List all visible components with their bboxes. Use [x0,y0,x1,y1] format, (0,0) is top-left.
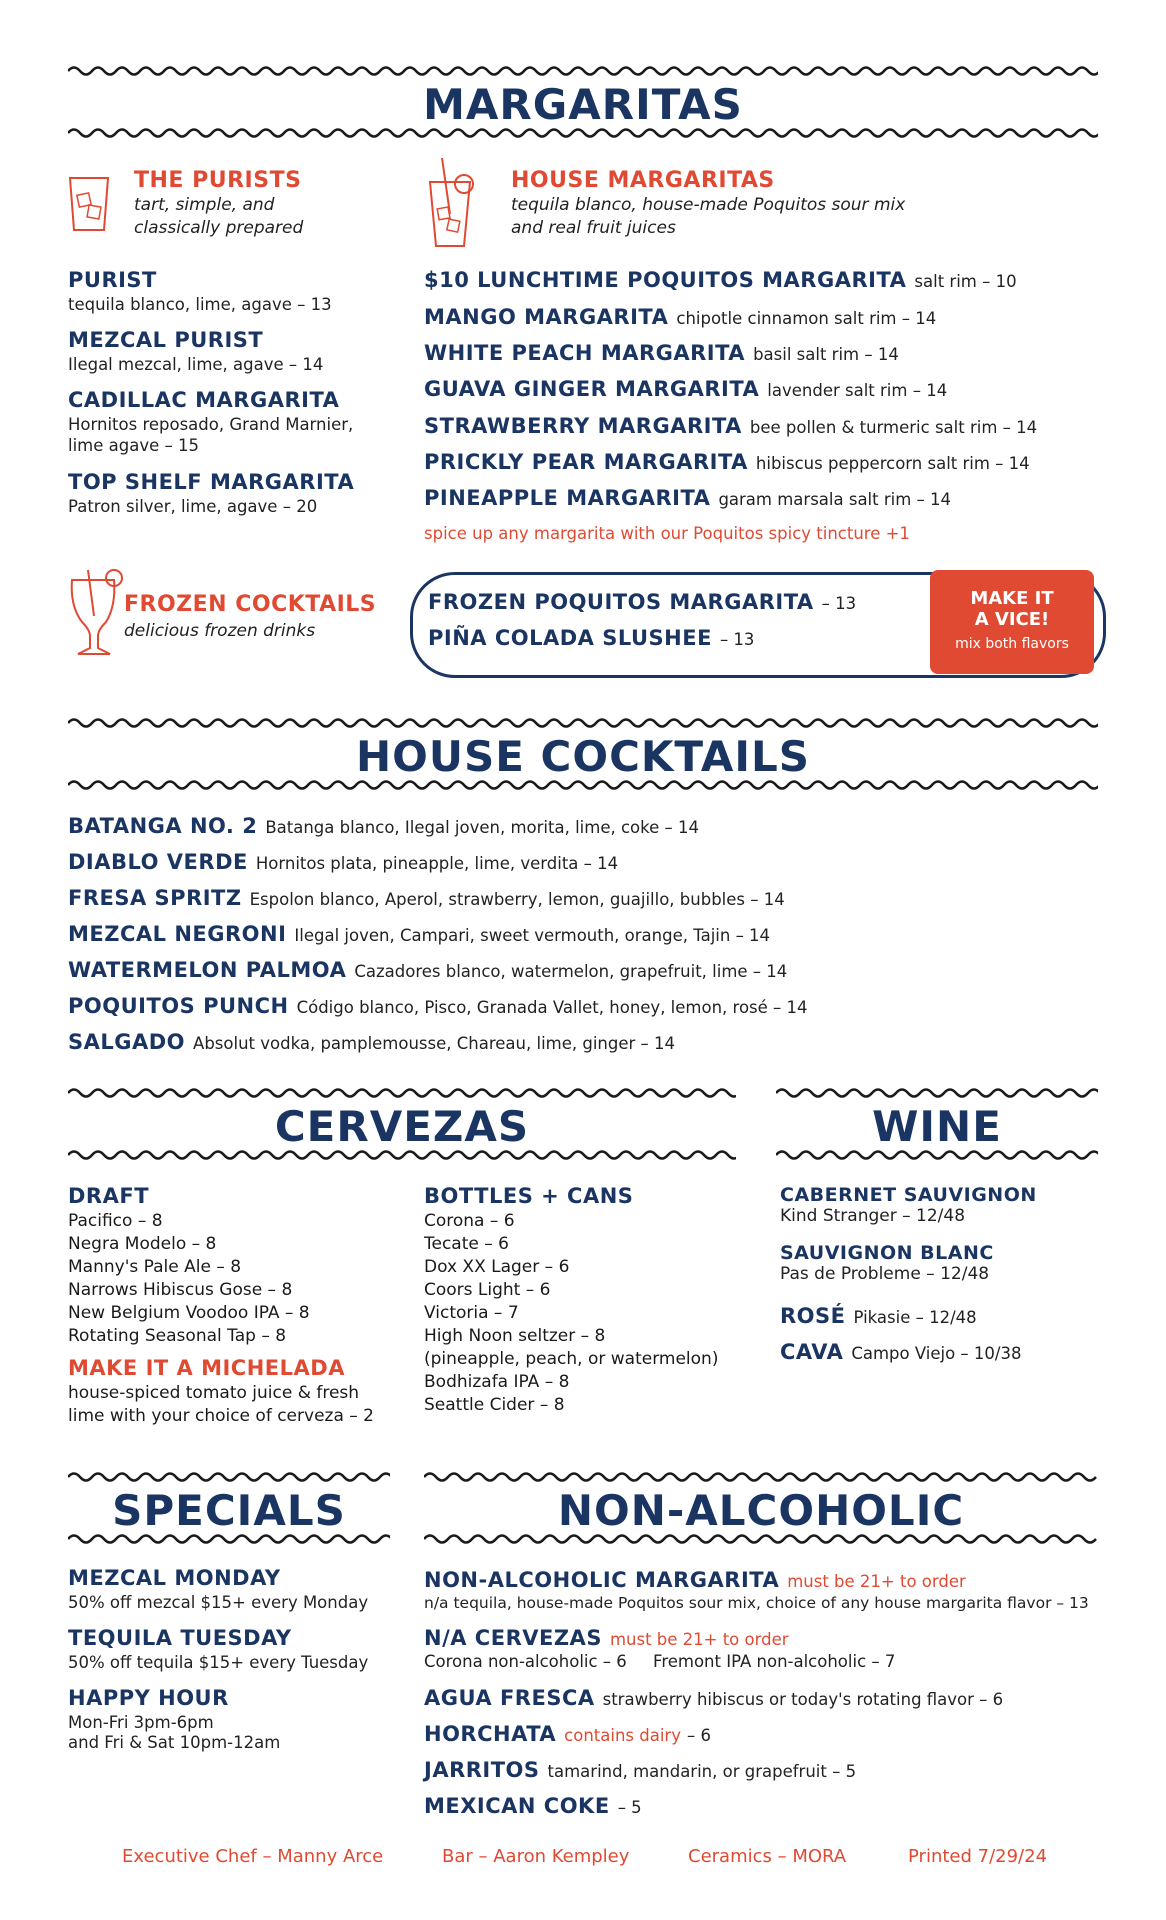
item-name: JARRITOS [424,1758,540,1782]
item-name: BATANGA NO. 2 [68,814,258,838]
list-item: Negra Modelo – 8 [68,1234,217,1254]
item-desc: basil salt rim – 14 [753,345,899,364]
item-name: POQUITOS PUNCH [68,994,289,1018]
item-desc: – 13 [719,630,755,649]
purists-heading: THE PURISTS [134,168,302,193]
menu-item [68,1566,368,1612]
item-name: CADILLAC MARGARITA [68,388,340,412]
bottles-heading: BOTTLES + CANS [424,1184,634,1208]
list-item: Corona – 6 [424,1211,515,1231]
house-margaritas-heading: HOUSE MARGARITAS [511,168,775,193]
item-desc: Absolut vodka, pamplemousse, Chareau, lime, ginger – 14 [193,1034,676,1053]
vice-line-1: MAKE IT [970,588,1054,609]
menu-item [68,1030,675,1054]
wave-divider [68,126,1098,140]
item-name: MEZCAL NEGRONI [68,922,287,946]
menu-item [780,1304,977,1328]
item-desc: – 6 [686,1726,711,1745]
menu-item [424,450,1030,474]
item-desc: Patron silver, lime, agave – 20 [68,497,318,516]
item-desc: hibiscus peppercorn salt rim – 14 [755,454,1030,473]
menu-item [424,486,951,510]
item-desc: Hornitos reposado, Grand Marnier, [68,415,354,434]
item-desc: tamarind, mandarin, or grapefruit – 5 [547,1762,857,1781]
list-item: Narrows Hibiscus Gose – 8 [68,1280,293,1300]
draft-list [68,1210,374,1348]
menu-item [424,1722,711,1746]
item-name: TEQUILA TUESDAY [68,1626,292,1650]
item-name: SAUVIGNON BLANC [780,1242,994,1264]
wave-divider [424,1532,1098,1546]
list-item: High Noon seltzer – 8 [424,1326,606,1346]
item-desc: tequila blanco, lime, agave – 13 [68,295,332,314]
item-name: FRESA SPRITZ [68,886,242,910]
item-name: PIÑA COLADA SLUSHEE [428,626,712,650]
vice-line-2: A VICE! [974,609,1050,630]
frozen-cocktails-heading: FROZEN COCKTAILS [124,592,377,617]
wave-divider [68,1086,736,1100]
item-name: SALGADO [68,1030,186,1054]
item-name: ROSÉ [780,1304,846,1328]
item-desc: Corona non-alcoholic – 6 Fremont IPA non-alcoholic – 7 [424,1652,896,1671]
wave-divider [68,716,1098,730]
menu-item [780,1184,1037,1226]
item-name: PRICKLY PEAR MARGARITA [424,450,748,474]
menu-item [68,958,787,982]
item-desc: Campo Viejo – 10/38 [851,1344,1022,1363]
item-name: WATERMELON PALMOA [68,958,347,982]
item-name: AGUA FRESCA [424,1686,595,1710]
purists-sub-1: tart, simple, and [134,195,275,215]
menu-item [68,850,618,874]
menu-item [424,1626,895,1671]
menu-item [68,814,699,838]
menu-item [68,388,353,455]
menu-item [424,1686,1003,1710]
michelada-heading: MAKE IT A MICHELADA [68,1356,345,1380]
house-sub-1: tequila blanco, house-made Poquitos sour mix [511,195,906,215]
michelada-line-1: house-spiced tomato juice & fresh [68,1383,360,1403]
item-desc: 50% off mezcal $15+ every Monday [68,1593,369,1612]
item-name: PINEAPPLE MARGARITA [424,486,711,510]
list-item: Pacifico – 8 [68,1211,163,1231]
menu-item [68,328,323,374]
item-name: MANGO MARGARITA [424,305,669,329]
item-name: NON-ALCOHOLIC MARGARITA [424,1568,780,1592]
item-name: MEZCAL MONDAY [68,1566,281,1590]
menu-item [68,1686,280,1752]
item-name: PURIST [68,268,157,292]
list-item: (pineapple, peach, or watermelon) [424,1349,719,1369]
item-name: GUAVA GINGER MARGARITA [424,377,760,401]
list-item: Coors Light – 6 [424,1280,551,1300]
menu-item [780,1242,994,1284]
item-desc: strawberry hibiscus or today's rotating flavor – 6 [602,1690,1004,1709]
wave-divider [68,1148,736,1162]
item-name: MEZCAL PURIST [68,328,264,352]
item-name: CABERNET SAUVIGNON [780,1184,1037,1206]
list-item: Manny's Pale Ale – 8 [68,1257,242,1277]
house-sub-2: and real fruit juices [511,218,676,238]
footer-chef: Executive Chef – Manny Arce [122,1846,384,1867]
item-desc: Hornitos plata, pineapple, lime, verdita – 14 [255,854,619,873]
menu-item [68,886,785,910]
menu-item [68,268,332,314]
footer-ceramics: Ceramics – MORA [688,1846,847,1867]
menu-item [424,268,1017,292]
item-name: HAPPY HOUR [68,1686,229,1710]
item-desc: n/a tequila, house-made Poquitos sour mix, choice of any house margarita flavor – 13 [424,1594,1089,1612]
wave-divider [776,1148,1098,1162]
menu-item [68,470,354,516]
draft-heading: DRAFT [68,1184,150,1208]
menu-item [780,1340,1021,1364]
rocks-glass-icon [66,170,112,236]
item-desc: lime agave – 15 [68,436,199,455]
menu-item [424,414,1037,438]
wave-divider [68,778,1098,792]
item-desc: 50% off tequila $15+ every Tuesday [68,1653,369,1672]
menu-item [424,1794,642,1818]
list-item: Bodhizafa IPA – 8 [424,1372,570,1392]
wine-title: WINE [872,1102,1002,1151]
item-name: DIABLO VERDE [68,850,248,874]
item-desc: – 13 [821,594,857,613]
margaritas-title: MARGARITAS [423,80,743,129]
bottles-section [424,1184,718,1417]
item-name: $10 LUNCHTIME POQUITOS MARGARITA [424,268,907,292]
item-desc: Espolon blanco, Aperol, strawberry, lemon, guajillo, bubbles – 14 [249,890,785,909]
item-desc: Kind Stranger – 12/48 [780,1206,966,1226]
item-desc: garam marsala salt rim – 14 [718,490,952,509]
item-note: must be 21+ to order [787,1572,966,1591]
list-item: New Belgium Voodoo IPA – 8 [68,1303,310,1323]
item-desc: chipotle cinnamon salt rim – 14 [676,309,937,328]
item-desc: Cazadores blanco, watermelon, grapefruit, lime – 14 [354,962,788,981]
item-name: STRAWBERRY MARGARITA [424,414,742,438]
item-note: contains dairy [564,1726,681,1745]
house-cocktails-title: HOUSE COCKTAILS [356,732,810,781]
list-item: Victoria – 7 [424,1303,519,1323]
menu-item [424,305,936,329]
michelada-desc [68,1382,374,1428]
non-alcoholic-title: NON-ALCOHOLIC [557,1486,965,1535]
item-desc: Pas de Probleme – 12/48 [780,1264,990,1284]
menu-item [68,994,808,1018]
vice-line-3: mix both flavors [955,636,1069,652]
list-item: Tecate – 6 [424,1234,509,1254]
menu-item [424,1568,1089,1612]
wave-divider [68,1470,390,1484]
item-note: must be 21+ to order [609,1630,789,1649]
wave-divider [776,1086,1098,1100]
michelada-line-2: lime with your choice of cerveza – 2 [68,1406,374,1426]
margarita-glass-icon [424,154,476,250]
item-desc: lavender salt rim – 14 [767,381,948,400]
item-name: CAVA [780,1340,844,1364]
frozen-sub: delicious frozen drinks [124,621,316,641]
item-desc: Pikasie – 12/48 [853,1308,977,1327]
hurricane-glass-icon [64,566,124,658]
item-name: FROZEN POQUITOS MARGARITA [428,590,814,614]
item-desc: Código blanco, Pisco, Granada Vallet, honey, lemon, rosé – 14 [296,998,808,1017]
menu-item [424,341,899,365]
wave-divider [68,64,1098,78]
list-item: Seattle Cider – 8 [424,1395,565,1415]
item-desc: salt rim – 10 [914,272,1017,291]
item-name: MEXICAN COKE [424,1794,610,1818]
menu-item [68,922,770,946]
menu-item [428,590,856,614]
item-name: N/A CERVEZAS [424,1626,602,1650]
wave-divider [68,1532,390,1546]
item-desc: Ilegal joven, Campari, sweet vermouth, orange, Tajin – 14 [294,926,771,945]
menu-item [428,626,754,650]
item-name: HORCHATA [424,1722,557,1746]
item-name: TOP SHELF MARGARITA [68,470,355,494]
item-desc: bee pollen & turmeric salt rim – 14 [749,418,1038,437]
specials-title: SPECIALS [112,1486,346,1535]
item-desc: Mon-Fri 3pm-6pm [68,1713,214,1732]
item-desc: – 5 [617,1798,642,1817]
menu-item [68,1626,368,1672]
purists-sub-2: classically prepared [134,218,304,238]
menu-item [424,1758,856,1782]
list-item: Dox XX Lager – 6 [424,1257,570,1277]
cervezas-title: CERVEZAS [274,1102,530,1151]
item-desc: Batanga blanco, Ilegal joven, morita, lime, coke – 14 [265,818,699,837]
wave-divider [424,1470,1098,1484]
draft-section [68,1184,374,1428]
list-item: Rotating Seasonal Tap – 8 [68,1326,287,1346]
item-desc: Ilegal mezcal, lime, agave – 14 [68,355,324,374]
make-it-a-vice-badge [930,570,1094,674]
item-name: WHITE PEACH MARGARITA [424,341,746,365]
bottles-list [424,1210,718,1417]
menu-item [424,377,947,401]
item-desc: and Fri & Sat 10pm-12am [68,1733,281,1752]
spicy-tincture-note: spice up any margarita with our Poquitos spicy tincture +1 [424,524,910,543]
footer-bar: Bar – Aaron Kempley [442,1846,630,1867]
footer-printed: Printed 7/29/24 [908,1846,1048,1867]
